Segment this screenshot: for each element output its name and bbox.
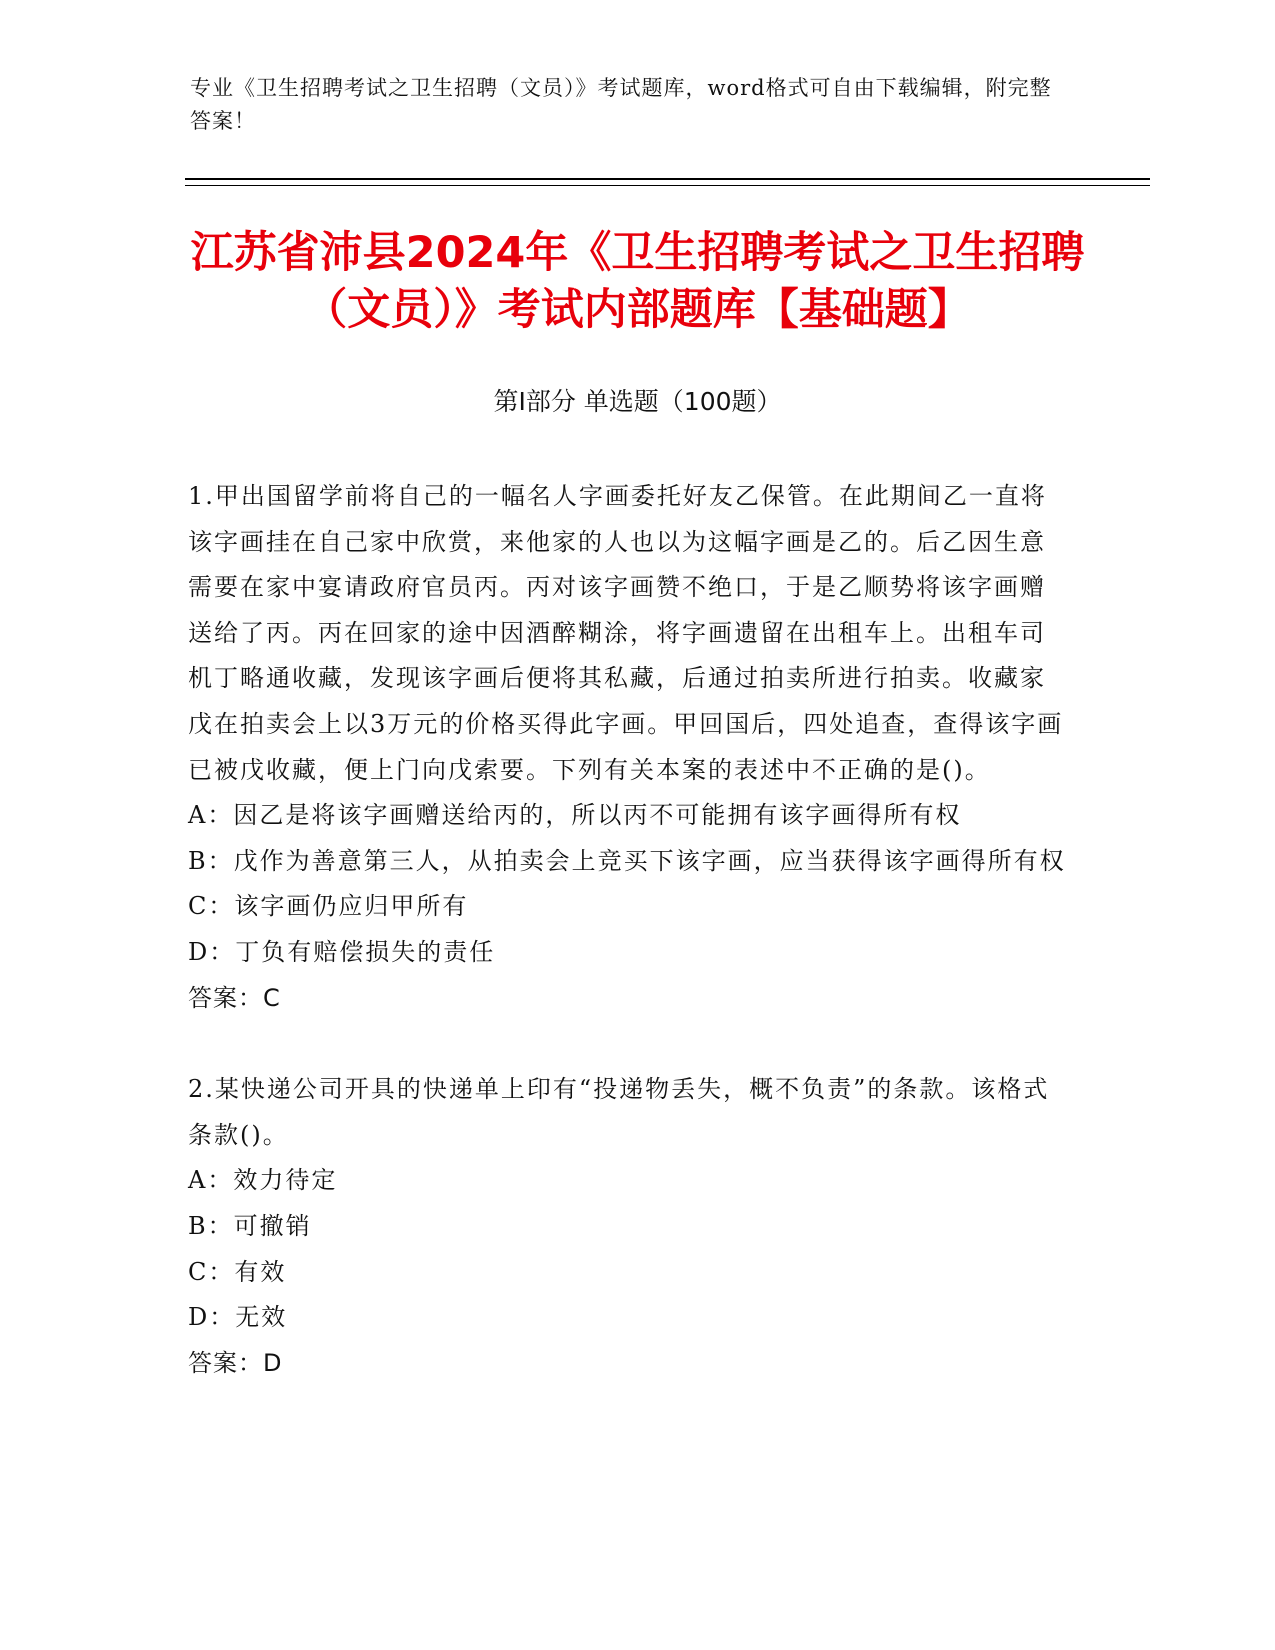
option-d: D：无效 — [188, 1303, 288, 1332]
answer: 答案：D — [188, 1348, 283, 1377]
document-title: 江苏省沛县2024年《卫生招聘考试之卫生招聘（文员）》考试内部题库【基础题】 — [190, 228, 1085, 335]
document-header: 专业《卫生招聘考试之卫生招聘（文员）》考试题库，word格式可自由下载编辑，附完整答案！ — [190, 76, 1052, 133]
question-list — [188, 474, 1068, 1432]
option-b: B：戊作为善意第三人，从拍卖会上竞买下该字画，应当获得该字画得所有权 — [188, 846, 1066, 875]
question-stem: 2.某快递公司开具的快递单上印有“投递物丢失，概不负责”的条款。该格式条款()。 — [188, 1075, 1050, 1149]
option-c: C：该字画仍应归甲所有 — [188, 892, 469, 921]
option-d: D：丁负有赔偿损失的责任 — [188, 937, 496, 966]
question-item — [188, 1067, 1068, 1386]
question-item — [188, 474, 1068, 1021]
header-divider-thick — [185, 178, 1150, 180]
option-b: B：可撤销 — [188, 1211, 312, 1240]
option-a: A：效力待定 — [188, 1166, 338, 1195]
header-divider-thin — [185, 185, 1150, 186]
section-heading: 第Ⅰ部分 单选题（100题） — [493, 387, 782, 416]
option-c: C：有效 — [188, 1257, 287, 1286]
question-stem: 1.甲出国留学前将自己的一幅名人字画委托好友乙保管。在此期间乙一直将该字画挂在自己家中欣赏，来他家的人也以为这幅字画是乙的。后乙因生意需要在家中宴请政府官员丙。丙对该字画赞不绝口，于是乙顺势将该字画赠送给了丙。丙在回家的途中因酒醉糊涂，将字画遗留在出租车上。出租车司机丁略通收藏，发现该字画后便将其私藏，后通过拍卖所进行拍卖。收藏家戊在拍卖会上以3万元的价格买得此字画。甲回国后，四处追查，查得该字画已被戊收藏，便上门向戊索要。下列有关本案的表述中不正确的是()。 — [188, 482, 1064, 784]
option-a: A：因乙是将该字画赠送给丙的，所以丙不可能拥有该字画得所有权 — [188, 801, 962, 830]
answer: 答案：C — [188, 983, 281, 1012]
